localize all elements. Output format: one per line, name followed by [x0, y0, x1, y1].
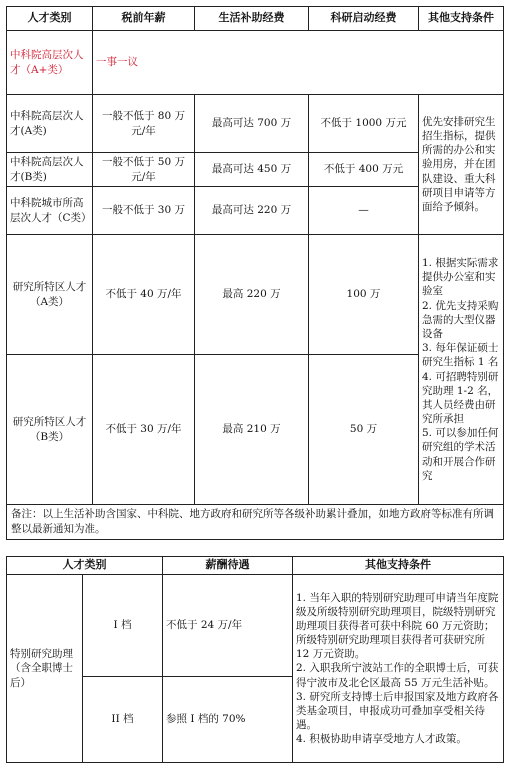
research-a: 不低于 1000 万元: [309, 95, 419, 153]
support-item: 3. 研究所支持博士后申报国家及地方政府各类基金项目，申报成功可叠加享受相关待遇。: [296, 690, 499, 732]
salary-special-a: 不低于 40 万/年: [93, 235, 195, 355]
research-special-b: 50 万: [309, 355, 419, 505]
header-research-startup: 科研启动经费: [309, 7, 419, 31]
category-research-assistant: 特别研究助理（含全职博士后）: [7, 575, 83, 763]
category-special-b: 研究所特区人才（B类）: [7, 355, 93, 505]
header2-pay: 薪酬待遇: [163, 557, 293, 575]
salary-c: 一般不低于 30 万: [93, 187, 195, 235]
header2-other-support: 其他支持条件: [293, 557, 504, 575]
support-item: 3. 每年保证硕士研究生指标 1 名: [422, 342, 499, 369]
support-group-1: 优先安排研究生招生指标，提供所需的办公和实验用房，并在团队建设、重大科研项目申请等方面给予倾斜。: [419, 95, 504, 235]
living-special-b: 最高 210 万: [195, 355, 309, 505]
salary-b: 一般不低于 50 万元/年: [93, 153, 195, 187]
header-other-support: 其他支持条件: [419, 7, 504, 31]
category-special-a: 研究所特区人才（A类）: [7, 235, 93, 355]
header2-category: 人才类别: [7, 557, 163, 575]
living-c: 最高可达 220 万: [195, 187, 309, 235]
tier-1-pay: 不低于 24 万/年: [163, 575, 293, 677]
living-special-a: 最高 220 万: [195, 235, 309, 355]
talent-table-2: [6, 556, 504, 763]
tier-2-label: II 档: [83, 677, 163, 763]
tier-2-pay: 参照 I 档的 70%: [163, 677, 293, 763]
living-b: 最高可达 450 万: [195, 153, 309, 187]
tier-1-label: I 档: [83, 575, 163, 677]
support-list-2: [293, 575, 504, 763]
table-note: 备注：以上生活补助含国家、中科院、地方政府和研究所等各级补助累计叠加，如地方政府等标准有所调整以最新通知为准。: [7, 505, 504, 540]
support-item: 2. 入职我所宁波站工作的全职博士后，可获得宁波市及北仑区最高 55 万元生活补贴。: [296, 662, 499, 689]
support-item: 4. 积极协助申请享受地方人才政策。: [296, 733, 467, 746]
support-item: 1. 根据实际需求提供办公室和实验室: [422, 257, 499, 298]
research-special-a: 100 万: [309, 235, 419, 355]
header-category: 人才类别: [7, 7, 93, 31]
category-c: 中科院城市所高层次人才（C类）: [7, 187, 93, 235]
support-item: 1. 当年入职的特别研究助理可申请当年度院级及所级特别研究助理项目，院级特别研究助理项目获得者可获中科院 60 万元资助；所级特别研究助理项目获得者可获研究所 12 万元资助。: [296, 591, 499, 661]
salary-a: 一般不低于 80 万元/年: [93, 95, 195, 153]
research-c: —: [309, 187, 419, 235]
support-item: 5. 可以参加任何研究组的学术活动和开展合作研究: [422, 427, 499, 482]
support-item: 4. 可招聘特别研究助理 1-2 名，其人员经费由研究所承担: [422, 370, 499, 426]
category-a: 中科院高层次人才(A类): [7, 95, 93, 153]
salary-special-b: 不低于 30 万/年: [93, 355, 195, 505]
salary-a-plus: 一事一议: [93, 31, 504, 95]
talent-table-1: [6, 6, 504, 540]
support-group-2: [419, 235, 504, 505]
header-salary: 税前年薪: [93, 7, 195, 31]
research-b: 不低于 400 万元: [309, 153, 419, 187]
living-a: 最高可达 700 万: [195, 95, 309, 153]
category-b: 中科院高层次人才(B类): [7, 153, 93, 187]
support-item: 2. 优先支持采购急需的大型仪器设备: [422, 299, 499, 340]
category-a-plus: 中科院高层次人才（A+类）: [7, 31, 93, 95]
header-living-allowance: 生活补助经费: [195, 7, 309, 31]
